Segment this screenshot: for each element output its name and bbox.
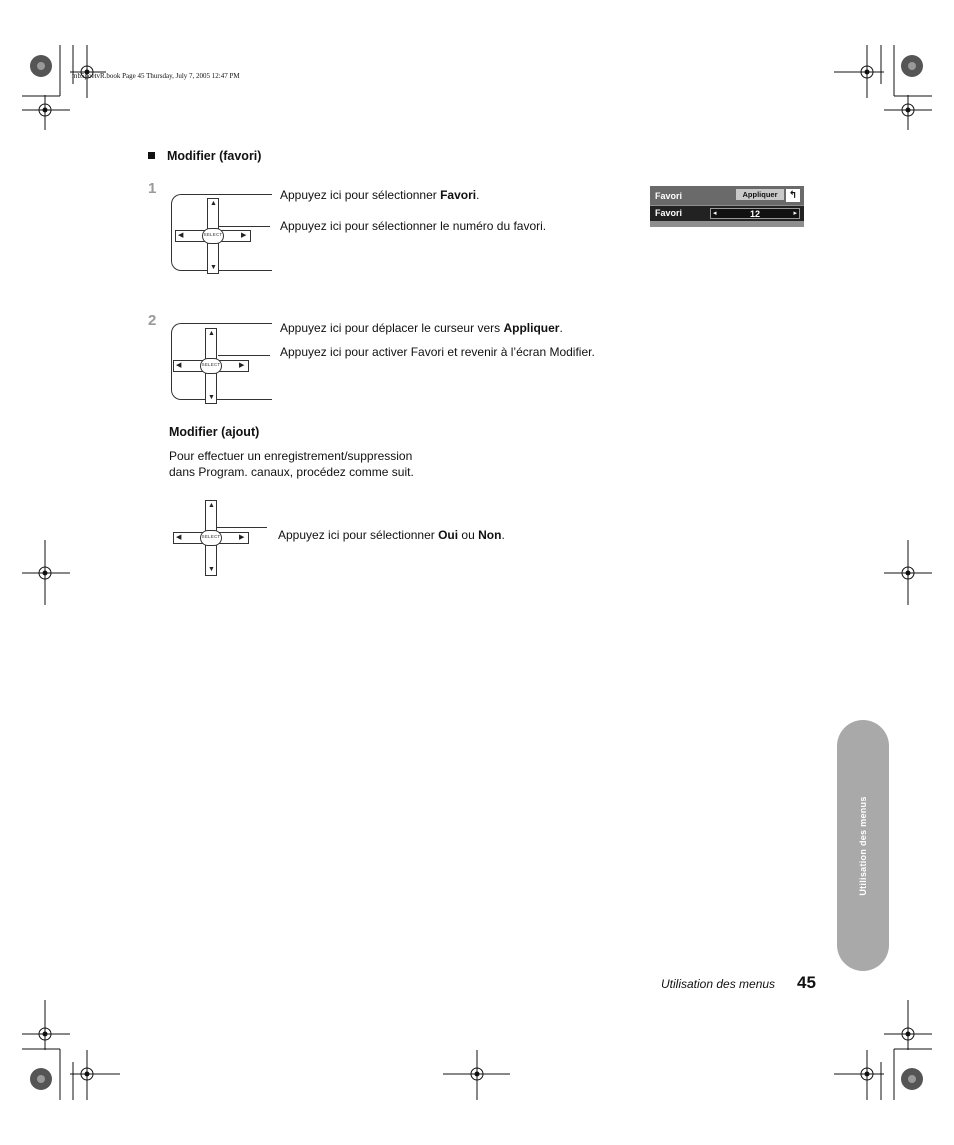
right-arrow-icon[interactable]: ▸ [793,210,797,217]
down-arrow-icon: ▼ [210,264,217,271]
footer-title: Utilisation des menus [661,977,776,991]
osd-favori-menu [650,186,804,227]
step-number-2: 2 [148,312,157,329]
left-arrow-icon: ◀ [176,534,182,541]
page-number: 45 [797,973,816,992]
step1-instruction-1: Appuyez ici pour sélectionner Favori. [280,188,480,202]
up-arrow-icon: ▲ [208,502,215,509]
ajout-description-line2: dans Program. canaux, procédez comme suit. [169,465,414,479]
osd-header-label: Favori [655,191,683,201]
step-number-1: 1 [148,180,157,197]
remote-dpad: SELECT ▲ ▼ ◀ ▶ [173,328,249,404]
down-arrow-icon: ▼ [208,566,215,573]
step2-instruction-1: Appuyez ici pour déplacer le curseur vers Appliquer. [280,321,563,335]
favori-number-value: 12 [749,209,760,219]
side-tab-label: Utilisation des menus [858,795,868,896]
down-arrow-icon: ▼ [208,394,215,401]
bullet-square-icon [148,152,155,159]
ajout-instruction: Appuyez ici pour sélectionner Oui ou Non. [278,528,505,542]
step2-instruction-2: Appuyez ici pour activer Favori et revenir à l’écran Modifier. [280,345,595,359]
favori-number-field[interactable] [710,208,800,219]
left-arrow-icon[interactable]: ◂ [713,210,717,217]
left-arrow-icon: ◀ [178,232,184,239]
right-arrow-icon: ▶ [239,534,245,541]
right-arrow-icon: ▶ [239,362,245,369]
chapter-side-tab [837,720,889,971]
remote-dpad: SELECT ▲ ▼ ◀ ▶ [173,500,249,576]
up-arrow-icon: ▲ [208,330,215,337]
osd-row-label: Favori [655,208,683,218]
left-arrow-icon: ◀ [176,362,182,369]
leader-line [216,527,267,528]
up-arrow-icon: ▲ [210,200,217,207]
section-title-favori: Modifier (favori) [148,149,261,163]
print-header: mb5poetvR.book Page 45 Thursday, July 7, 2005 12:47 PM [72,72,240,80]
leader-line [218,226,270,227]
back-icon[interactable]: ↰ [786,189,800,202]
step1-instruction-2: Appuyez ici pour sélectionner le numéro du favori. [280,219,547,233]
section-title-ajout: Modifier (ajout) [169,425,260,439]
right-arrow-icon: ▶ [241,232,247,239]
ajout-description-line1: Pour effectuer un enregistrement/suppression [169,449,413,463]
remote-dpad: SELECT ▲ ▼ ◀ ▶ [175,198,251,274]
leader-line [218,355,270,356]
apply-button[interactable]: Appliquer [736,189,784,200]
